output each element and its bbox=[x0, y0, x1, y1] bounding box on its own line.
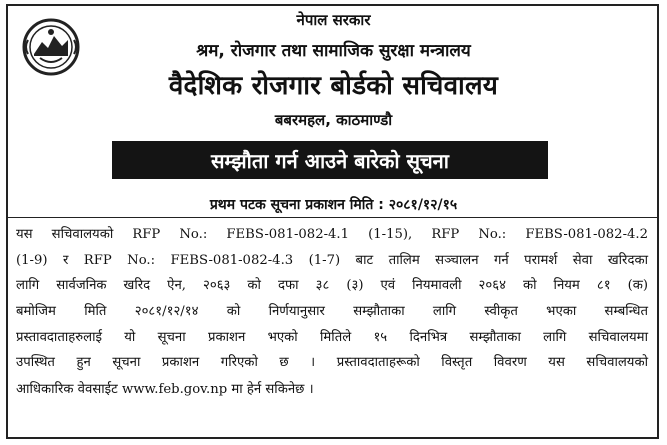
government-name: नेपाल सरकार bbox=[296, 11, 371, 29]
office-address: बबरमहल, काठमाण्डौ bbox=[274, 111, 393, 129]
publication-date: प्रथम पटक सूचना प्रकाशन मिति : २०८१/१२/१५ bbox=[209, 197, 458, 213]
ministry-name: श्रम, रोजगार तथा सामाजिक सुरक्षा मन्त्रालय bbox=[196, 41, 471, 61]
notice-body-line: बमोजिम मिति २०८१/१२/१४ को निर्णयानुसार सम्झौताका लागि स्वीकृत भएका सम्बन्धित bbox=[16, 304, 648, 319]
notice-body-line: यस सचिवालयको RFP No.: FEBS-081-082-4.1 (1-15), RFP No.: FEBS-081-082-4.2 bbox=[16, 227, 648, 242]
notice-body-line: उपस्थित हुन सूचना प्रकाशन गरिएको छ । प्रस्तावदाताहरूको विस्तृत विवरण यस सचिवालयको bbox=[16, 355, 648, 370]
notice-body-line: (1-9) र RFP No.: FEBS-081-082-4.3 (1-7) बाट तालिम सञ्चालन गर्न परामर्श सेवा खरिदका bbox=[16, 253, 648, 268]
divider bbox=[6, 217, 659, 218]
office-name: वैदेशिक रोजगार बोर्डको सचिवालय bbox=[168, 71, 499, 101]
notice-body-line: लागि सार्वजनिक खरिद ऐन, २०६३ को दफा ३८ (३) एवं नियमावली २०६४ को नियम ८१ (क) bbox=[16, 278, 648, 293]
notice-title: सम्झौता गर्न आउने बारेको सूचना bbox=[112, 141, 548, 179]
notice-body-line: प्रस्तावदाताहरुलाई यो सूचना प्रकाशन भएको मितिले १५ दिनभित्र सम्झौताका लागि सचिवालयमा bbox=[16, 330, 648, 345]
notice-body-line: आधिकारिक वेवसाईट www.feb.gov.np मा हेर्न सकिनेछ । bbox=[16, 382, 314, 397]
